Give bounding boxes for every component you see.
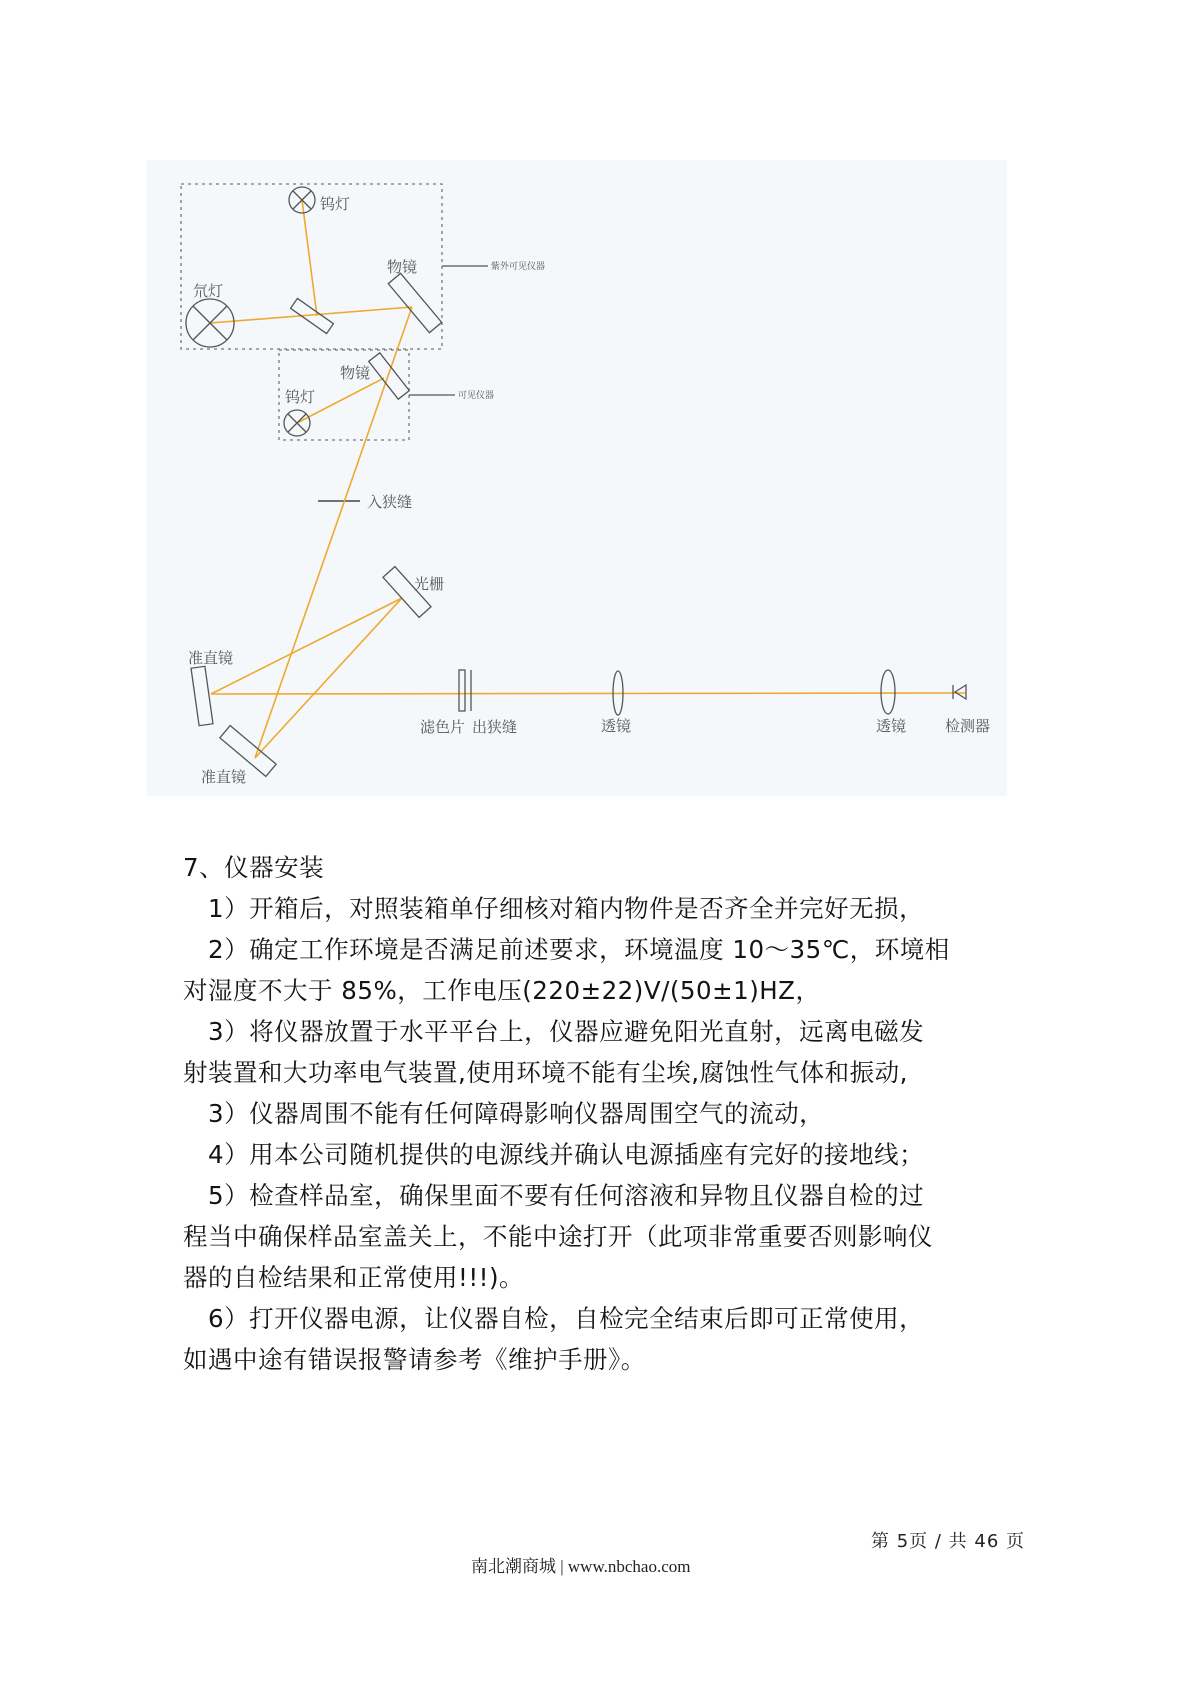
section-heading: 7、仪器安装 [183,853,325,882]
site-watermark: 南北潮商城 | www.nbchao.com [471,1557,691,1576]
paragraph-line: 3）将仪器放置于水平平台上，仪器应避免阳光直射，远离电磁发 [208,1017,925,1046]
label-objective-mirror-uv: 物镜 [387,258,418,276]
paragraph-line: 程当中确保样品室盖关上，不能中途打开（此项非常重要否则影响仪 [183,1222,933,1251]
label-filter: 滤色片 [420,718,466,736]
label-tungsten-lamp-uv: 钨灯 [320,195,351,213]
paragraph-line: 对湿度不大于 85%，工作电压(220±22)V/(50±1)HZ， [183,976,821,1005]
paragraph-line: 4）用本公司随机提供的电源线并确认电源插座有完好的接地线； [208,1140,925,1169]
label-entrance-slit: 入狭缝 [367,493,413,511]
label-collimator-lower: 准直镜 [201,768,247,786]
label-collimator-upper: 准直镜 [188,649,234,667]
label-lens-1: 透镜 [601,717,632,735]
paragraph-line: 3）仪器周围不能有任何障碍影响仪器周围空气的流动， [208,1099,825,1128]
paragraph-line: 器的自检结果和正常使用!!!)。 [183,1263,525,1292]
label-deuterium-lamp: 氘灯 [193,282,224,300]
paragraph-line: 如遇中途有错误报警请参考《维护手册》。 [183,1345,646,1374]
label-lens-2: 透镜 [876,717,907,735]
label-exit-slit: 出狭缝 [472,718,518,736]
label-detector: 检测器 [945,717,991,735]
paragraph-line: 6）打开仪器电源，让仪器自检，自检完全结束后即可正常使用， [208,1304,925,1333]
paragraph-line: 1）开箱后，对照装箱单仔细核对箱内物件是否齐全并完好无损， [208,894,925,923]
label-grating: 光栅 [414,575,445,593]
page-indicator: 第 5页 / 共 46 页 [870,1531,1025,1552]
label-objective-mirror-vis: 物镜 [340,364,371,382]
label-tungsten-lamp-vis: 钨灯 [285,388,316,406]
paragraph-line: 2）确定工作环境是否满足前述要求，环境温度 10～35℃，环境相 [208,935,950,964]
paragraph-line: 5）检查样品室，确保里面不要有任何溶液和异物且仪器自检的过 [208,1181,925,1210]
optical-path-diagram [0,0,1200,820]
label-vis-instrument: 可见仪器 [458,391,495,401]
diagram-background [147,160,1007,796]
label-uv-vis-instrument: 紫外可见仪器 [491,262,546,272]
paragraph-line: 射装置和大功率电气装置,使用环境不能有尘埃,腐蚀性气体和振动, [183,1058,908,1087]
